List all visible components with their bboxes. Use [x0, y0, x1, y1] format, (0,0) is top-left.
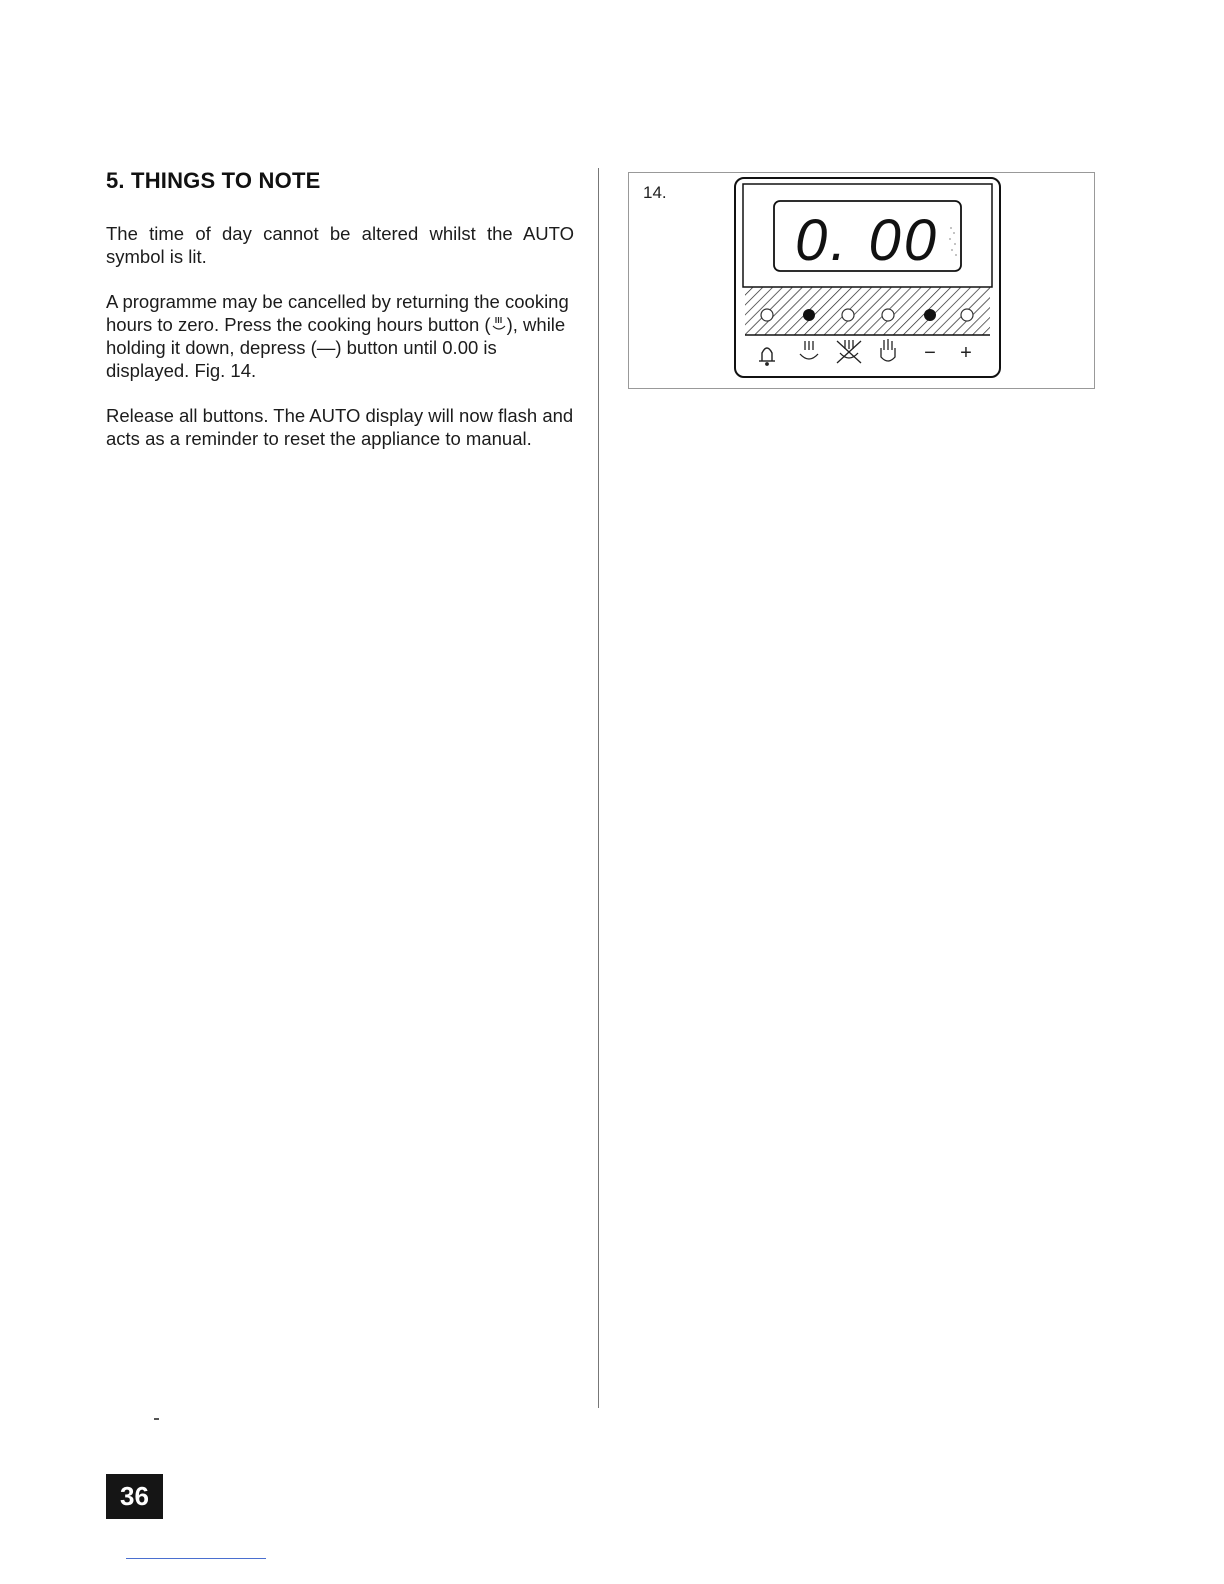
page-number-badge: 36 [106, 1474, 163, 1519]
hatched-band [745, 287, 990, 335]
indicator-light [882, 309, 894, 321]
paragraph-time-of-day: The time of day cannot be altered whilst the AUTO symbol is lit. [106, 223, 574, 267]
indicator-light-on [924, 309, 936, 321]
timer-control-panel [629, 173, 1094, 388]
indicator-light [961, 309, 973, 321]
figure-14 [628, 172, 1095, 389]
stray-mark [154, 1418, 159, 1420]
paragraph-cancel-text-a: A programme may be cancelled by returning the cooking hours to zero. Press the cooking hours button ( [106, 291, 569, 335]
paragraph-release-buttons: Release all buttons. The AUTO display will now flash and acts as a reminder to reset the appliance to manual. [106, 405, 574, 449]
plus-button[interactable]: + [960, 342, 972, 364]
column-divider [598, 168, 599, 1408]
indicator-light-on [803, 309, 815, 321]
footer-line [126, 1558, 266, 1559]
indicator-light [842, 309, 854, 321]
indicator-light [761, 309, 773, 321]
cooking-hours-icon [491, 316, 507, 334]
paragraph-cancel-programme [106, 290, 574, 382]
minus-button[interactable]: − [924, 342, 936, 364]
figure-number: 14. [643, 183, 667, 202]
section-heading: 5. THINGS TO NOTE [106, 168, 321, 193]
paragraph-cancel-text-b: ), while holding it down, depress (—) button until 0.00 is displayed. Fig. 14. [106, 314, 566, 381]
display-reading: 0. 00 [795, 208, 939, 273]
